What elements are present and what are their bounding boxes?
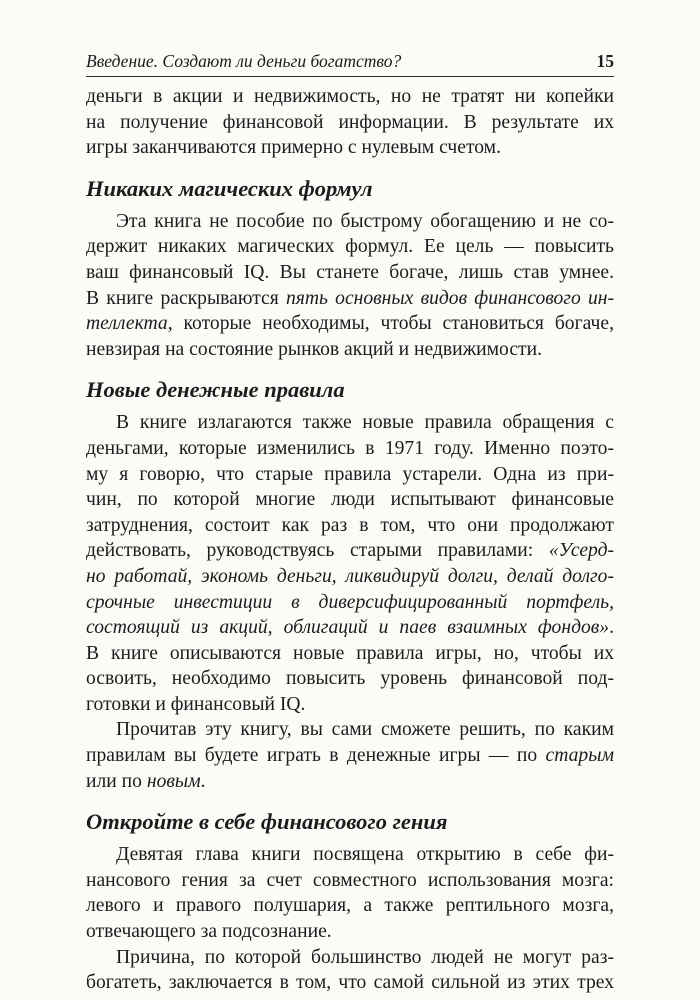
text-run: . — [200, 770, 206, 792]
italic-run: срочные инвестиции в диверсифицированный портфель, — [86, 591, 614, 613]
italic-run: новым — [146, 770, 201, 792]
text-line — [86, 769, 614, 795]
text-line: Причина, по которой большинство людей не могут раз- — [116, 946, 614, 968]
text-line: деньги в акции и недвижимость, но не тратят ни копейки — [86, 86, 614, 107]
text-line: левого и правого полушария, а также рептильного мозга, — [86, 895, 614, 917]
text-run: правилам вы будете играть в денежные игры — по — [86, 745, 546, 767]
text-line — [86, 311, 614, 337]
text-line: ваш финансовый IQ. Вы станете богаче, лишь став умнее. — [86, 261, 614, 283]
text-line — [86, 590, 614, 616]
text-line: деньгами, которые изменились в 1971 году. Именно поэто- — [86, 437, 614, 459]
text-run: действовать, руководствуясь старыми правилами: — [86, 540, 549, 562]
text-line — [86, 743, 614, 769]
text-line: готовки и финансовый IQ. — [86, 693, 306, 715]
text-line: отвечающего за подсознание. — [86, 921, 332, 943]
text-line: невзирая на состояние рынков акций и недвижимости. — [86, 338, 542, 360]
text-line: богатеть, заключается в том, что самой сильной из этих трех — [86, 972, 614, 994]
italic-run: «Усерд- — [548, 540, 614, 562]
text-line — [86, 564, 614, 590]
text-run: или по — [86, 770, 147, 792]
text-line: освоить, необходимо повысить уровень финансовой под- — [86, 668, 614, 690]
text-line: игры заканчиваются примерно с нулевым счетом. — [86, 137, 501, 159]
text-line: Девятая глава книги посвящена открытию в себе фи- — [116, 844, 614, 866]
section-heading: Никаких магических формул — [86, 175, 373, 201]
paragraph-continued — [86, 84, 614, 161]
running-title: Введение. Создают ли деньги богатство? — [86, 51, 402, 71]
section-heading: Откройте в себе финансового гения — [86, 809, 448, 835]
section-heading: Новые денежные правила — [86, 377, 345, 403]
text-line: на получение финансовой информации. В результате их — [86, 111, 614, 133]
text-line — [86, 538, 614, 564]
section-no-magic-formulas — [86, 209, 614, 363]
text-line: му я говорю, что старые правила устарели. Одна из при- — [86, 463, 614, 485]
text-line: чин, по которой многие люди испытывают финансовые — [86, 489, 614, 511]
italic-run: теллекта — [86, 313, 168, 335]
section-new-money-rules — [86, 410, 614, 794]
section-financial-genius — [86, 842, 614, 996]
text-line — [86, 615, 614, 641]
italic-run: пять основных видов финансового ин- — [285, 287, 615, 309]
italic-run: но работай, экономь деньги, ликвидируй долги, делай долго- — [86, 565, 614, 587]
page-body — [86, 84, 614, 996]
text-line: держит никаких магических формул. Ее цель — повысить — [86, 236, 614, 258]
text-line: нансового гения за счет совместного использования мозга: — [86, 869, 614, 891]
text-line: В книге описываются новые правила игры, но, чтобы их — [86, 642, 614, 664]
page-number: 15 — [596, 51, 614, 71]
text-line: Эта книга не пособие по быстрому обогащению и не со- — [116, 210, 614, 232]
italic-run: старым — [545, 745, 614, 767]
text-line: Прочитав эту книгу, вы сами сможете решить, по каким — [116, 719, 614, 741]
text-run: , которые необходимы, чтобы становиться богаче, — [167, 313, 614, 335]
text-line: В книге излагаются также новые правила обращения с — [116, 412, 614, 434]
text-line: затруднения, состоит как раз в том, что они продолжают — [86, 514, 614, 536]
text-run: . — [609, 617, 614, 639]
text-run: В книге раскрываются — [86, 287, 286, 309]
running-header — [86, 44, 614, 77]
text-line — [86, 286, 614, 312]
italic-run: состоящий из акций, облигаций и паев взаимных фондов» — [86, 617, 610, 639]
